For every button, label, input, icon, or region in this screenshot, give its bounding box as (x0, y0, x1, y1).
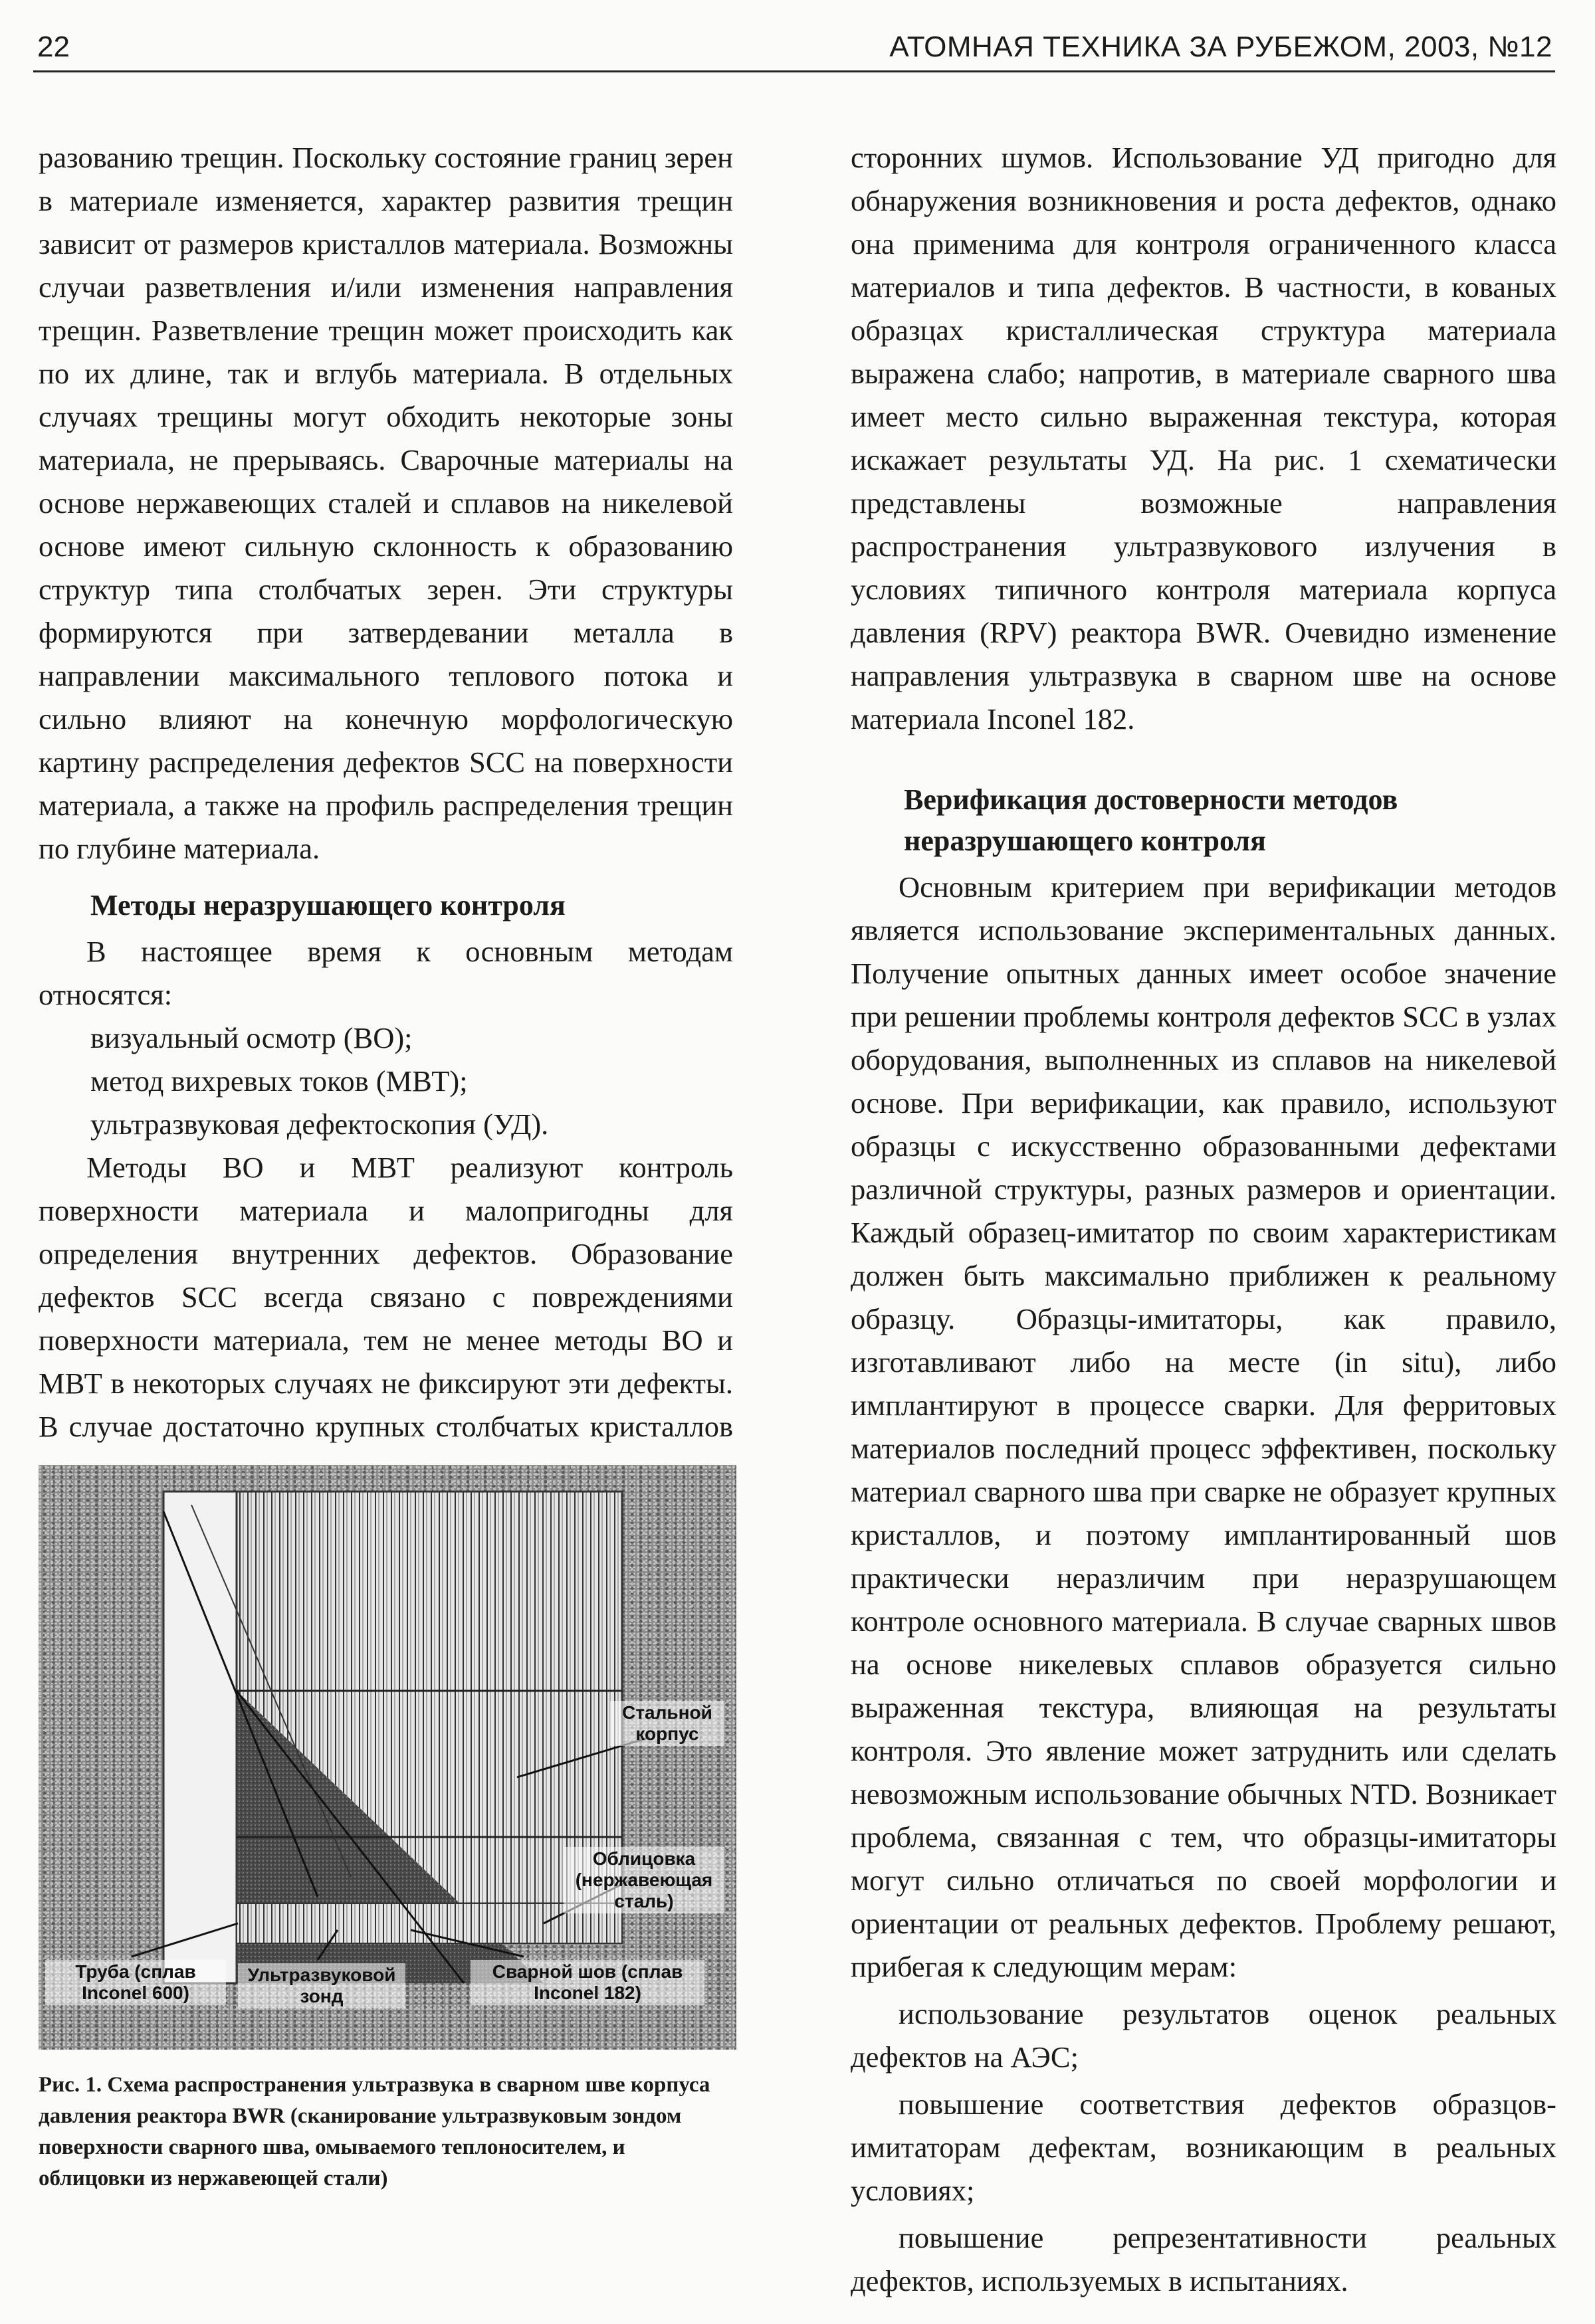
journal-title: АТОМНАЯ ТЕХНИКА ЗА РУБЕЖОМ, 2003, №12 (889, 31, 1552, 63)
list-item: метод вихревых токов (МВТ); (90, 1064, 468, 1098)
paragraph: В настоящее время к основным методам относятся: (39, 935, 733, 1011)
paragraph: Методы ВО и МВТ реализуют контроль поверхности материала и малопригодны для определения внутренних дефектов. Образование дефектов SCC всегда связано с повреждениями поверхности материала, тем не менее методы ВО и МВТ в некоторых случаях не фиксируют эти дефекты. В случае достаточно крупных столбчатых кристаллов (39, 1151, 733, 1443)
label-steel-body: Стальной корпус (610, 1701, 724, 1746)
right-column (851, 136, 1556, 2303)
list-item: повышение репрезентативности реальных дефектов, используемых в испытаниях. (851, 2221, 1556, 2297)
list-item: визуальный осмотр (ВО); (90, 1021, 413, 1054)
paragraph: сторонних шумов. Использование УД пригодно для обнаружения возникновения и роста дефектов, однако она применима для контроля ограниченного класса материалов и типа дефектов. В частности, в кованых образцах кристаллическая структура материала выражена слабо; напротив, в материале сварного шва имеет место сильно выраженная текстура, которая искажает результаты УД. На рис. 1 схематически представлены возможные направления распространения ультразвукового излучения в условиях типичного контроля материала корпуса давления (RPV) реактора BWR. Очевидно изменение направления ультразвука в сварном шве на основе материала Inconel 182. (851, 141, 1556, 735)
page-number: 22 (37, 31, 70, 63)
list-item: повышение соответствия дефектов образцов-имитаторам дефектам, возникающим в реальных условиях; (851, 2087, 1556, 2207)
figure-caption: Рис. 1. Схема распространения ультразвука в сварном шве корпуса давления реактора BWR (сканирование ультразвуковым зондом поверхности сварного шва, омываемого теплоносителем, и облицовки из нержавеющей стали) (39, 2073, 710, 2190)
running-header (33, 24, 1555, 72)
section-heading: Методы неразрушающего контроля (90, 889, 566, 921)
label-weld: Сварной шов (сплав Inconel 182) (471, 1960, 704, 2005)
label-probe: Ультразвуковой зонд (238, 1963, 405, 2008)
label-cladding: Облицовка (нержавеющая сталь) (564, 1847, 724, 1913)
list-item: использование результатов оценок реальных дефектов на АЭС; (851, 1997, 1556, 2074)
left-column (39, 136, 733, 1535)
methods-list (39, 1017, 733, 1146)
label-pipe: Труба (сплав Inconel 600) (45, 1960, 226, 2005)
pipe-region (163, 1492, 237, 1983)
paragraph: Основным критерием при верификации методов является использование экспериментальных данных. Получение опытных данных имеет особое значение при решении проблемы контроля дефектов SCC в узлах оборудования, выполненных из сплавов на никелевой основе. При верификации, как правило, используют образцы с искусственно образованными дефектами различной структуры, разных размеров и ориентации. Каждый образец-имитатор по своим характеристикам должен быть максимально приближен к реальному образцу. Образцы-имитаторы, как правило, изготавливают либо на месте (in situ), либо имплантируют в процессе сварки. Для ферритовых материалов последний процесс эффективен, поскольку материал сварного шва при сварке не образует крупных кристаллов, и поэтому имплантированный шов практически неразличим при неразрушающем контроле основного материала. В случае сварных швов на основе никелевых сплавов образуется сильно выраженная текстура, влияющая на результаты контроля. Это явление может затруднить или сделать невозможным использование обычных NTD. Возникает проблема, связанная с тем, что образцы-имитаторы могут сильно отличаться по своей морфологии и ориентации от реальных дефектов. Проблему решают, прибегая к следующим мерам: (851, 870, 1556, 1983)
section-heading: Верификация достоверности методов неразрушающего контроля (904, 783, 1398, 857)
figure-ultrasound-diagram (39, 1465, 736, 2050)
paragraph: разованию трещин. Поскольку состояние границ зерен в материале изменяется, характер развития трещин зависит от размеров кристаллов материала. Возможны случаи разветвления и/или изменения направления трещин. Разветвление трещин может происходить как по их длине, так и вглубь материала. В отдельных случаях трещины могут обходить некоторые зоны материала, не прерываясь. Сварочные материалы на основе нержавеющих сталей и сплавов на никелевой основе имеют сильную склонность к образованию структур типа столбчатых зерен. Эти структуры формируются при затвердевании металла в направлении максимального теплового потока и сильно влияют на конечную морфологическую картину распределения дефектов SCC на поверхности материала, а также на профиль распределения трещин по глубине материала. (39, 141, 733, 865)
list-item: ультразвуковая дефектоскопия (УД). (90, 1108, 549, 1141)
